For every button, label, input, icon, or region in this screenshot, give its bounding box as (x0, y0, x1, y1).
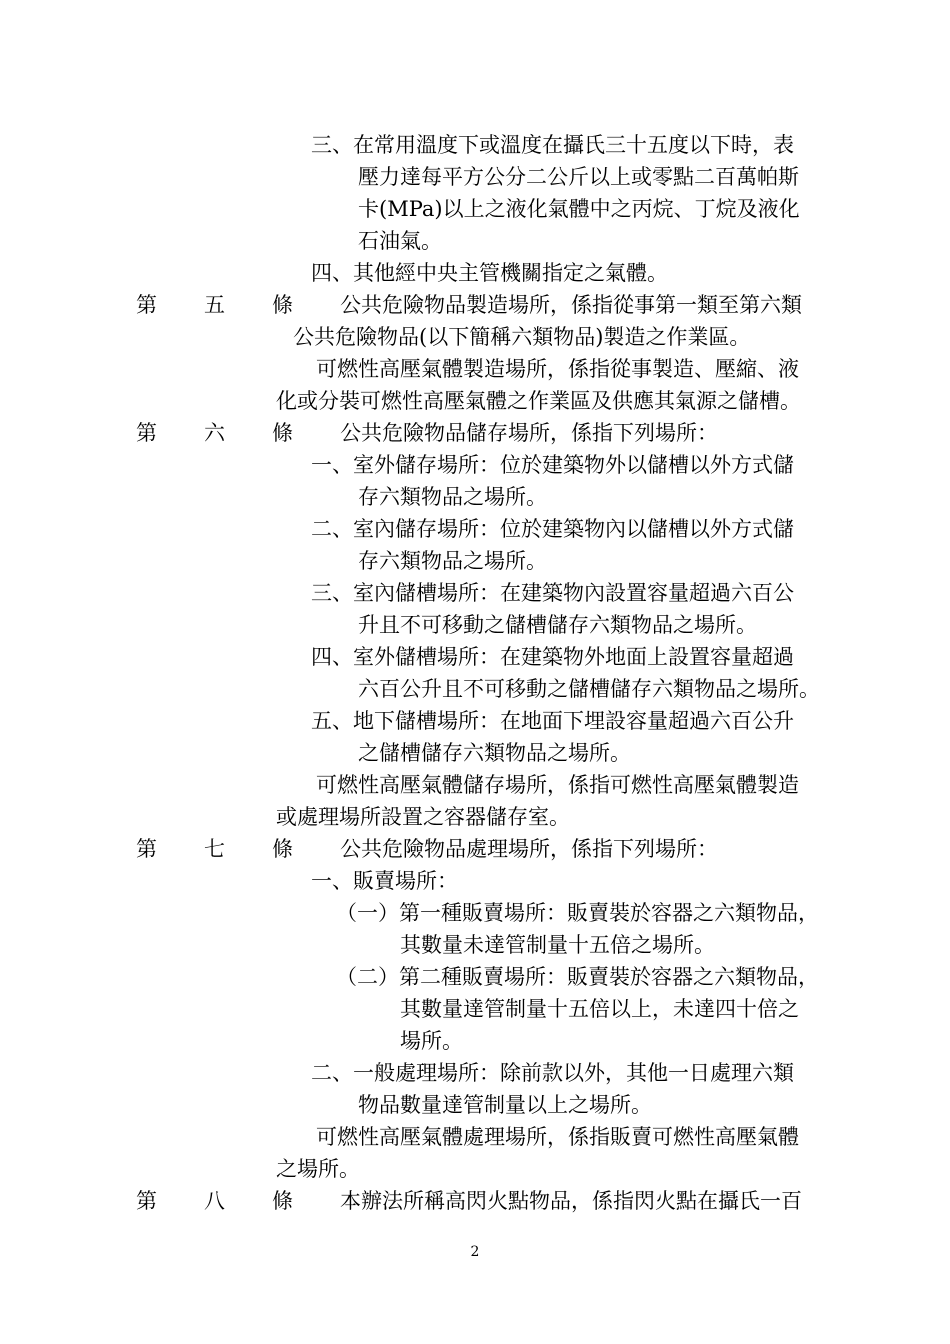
text-line: 公共危險物品儲存場所，係指下列場所： (340, 421, 718, 445)
text-line: （一）第一種販賣場所：販賣裝於容器之六類物品， (336, 901, 819, 925)
text-line: 五、地下儲槽場所：在地面下埋設容量超過六百公升 (311, 709, 794, 733)
article-heading-char: 條 (272, 837, 293, 861)
text-line: 可燃性高壓氣體處理場所，係指販賣可燃性高壓氣體 (316, 1125, 799, 1149)
text-line: 之場所。 (276, 1157, 360, 1181)
text-line: 物品數量達管制量以上之場所。 (358, 1093, 652, 1117)
text-line: 化或分裝可燃性高壓氣體之作業區及供應其氣源之儲槽。 (276, 389, 801, 413)
text-line: 本辦法所稱高閃火點物品，係指閃火點在攝氏一百 (340, 1189, 802, 1213)
text-line: 升且不可移動之儲槽儲存六類物品之場所。 (358, 613, 757, 637)
text-line: 可燃性高壓氣體製造場所，係指從事製造、壓縮、液 (316, 357, 799, 381)
text-line: 公共危險物品(以下簡稱六類物品)製造之作業區。 (293, 325, 751, 349)
text-line: 六百公升且不可移動之儲槽儲存六類物品之場所。 (358, 677, 820, 701)
text-line: 卡(MPa)以上之液化氣體中之丙烷、丁烷及液化 (358, 197, 800, 221)
article-heading-char: 六 (204, 421, 225, 445)
text-line: 之儲槽儲存六類物品之場所。 (358, 741, 631, 765)
text-line: 二、一般處理場所：除前款以外，其他一日處理六類 (311, 1061, 794, 1085)
text-line: 石油氣。 (358, 229, 442, 253)
article-heading-char: 條 (272, 293, 293, 317)
text-line: 一、室外儲存場所：位於建築物外以儲槽以外方式儲 (311, 453, 794, 477)
article-heading-char: 條 (272, 1189, 293, 1213)
article-heading-char: 七 (204, 837, 225, 861)
text-line: （二）第二種販賣場所：販賣裝於容器之六類物品， (336, 965, 819, 989)
text-line: 公共危險物品處理場所，係指下列場所： (340, 837, 718, 861)
text-line: 四、其他經中央主管機關指定之氣體。 (311, 261, 668, 285)
text-line: 三、在常用溫度下或溫度在攝氏三十五度以下時，表 (311, 133, 794, 157)
article-heading-char: 第 (136, 293, 157, 317)
article-heading-char: 八 (204, 1189, 225, 1213)
text-line: 其數量未達管制量十五倍之場所。 (400, 933, 715, 957)
article-heading-char: 第 (136, 1189, 157, 1213)
text-line: 場所。 (400, 1029, 463, 1053)
text-line: 其數量達管制量十五倍以上，未達四十倍之 (400, 997, 799, 1021)
text-line: 二、室內儲存場所：位於建築物內以儲槽以外方式儲 (311, 517, 794, 541)
text-line: 存六類物品之場所。 (358, 549, 547, 573)
text-line: 一、販賣場所： (311, 869, 458, 893)
article-heading-char: 條 (272, 421, 293, 445)
text-line: 三、室內儲槽場所：在建築物內設置容量超過六百公 (311, 581, 794, 605)
article-heading-char: 第 (136, 421, 157, 445)
text-line: 四、室外儲槽場所：在建築物外地面上設置容量超過 (311, 645, 794, 669)
article-heading-char: 五 (204, 293, 225, 317)
page-number: 2 (470, 1244, 480, 1260)
text-line: 公共危險物品製造場所，係指從事第一類至第六類 (340, 293, 802, 317)
text-line: 存六類物品之場所。 (358, 485, 547, 509)
text-line: 壓力達每平方公分二公斤以上或零點二百萬帕斯 (358, 165, 799, 189)
article-heading-char: 第 (136, 837, 157, 861)
text-line: 可燃性高壓氣體儲存場所，係指可燃性高壓氣體製造 (316, 773, 799, 797)
text-line: 或處理場所設置之容器儲存室。 (276, 805, 570, 829)
